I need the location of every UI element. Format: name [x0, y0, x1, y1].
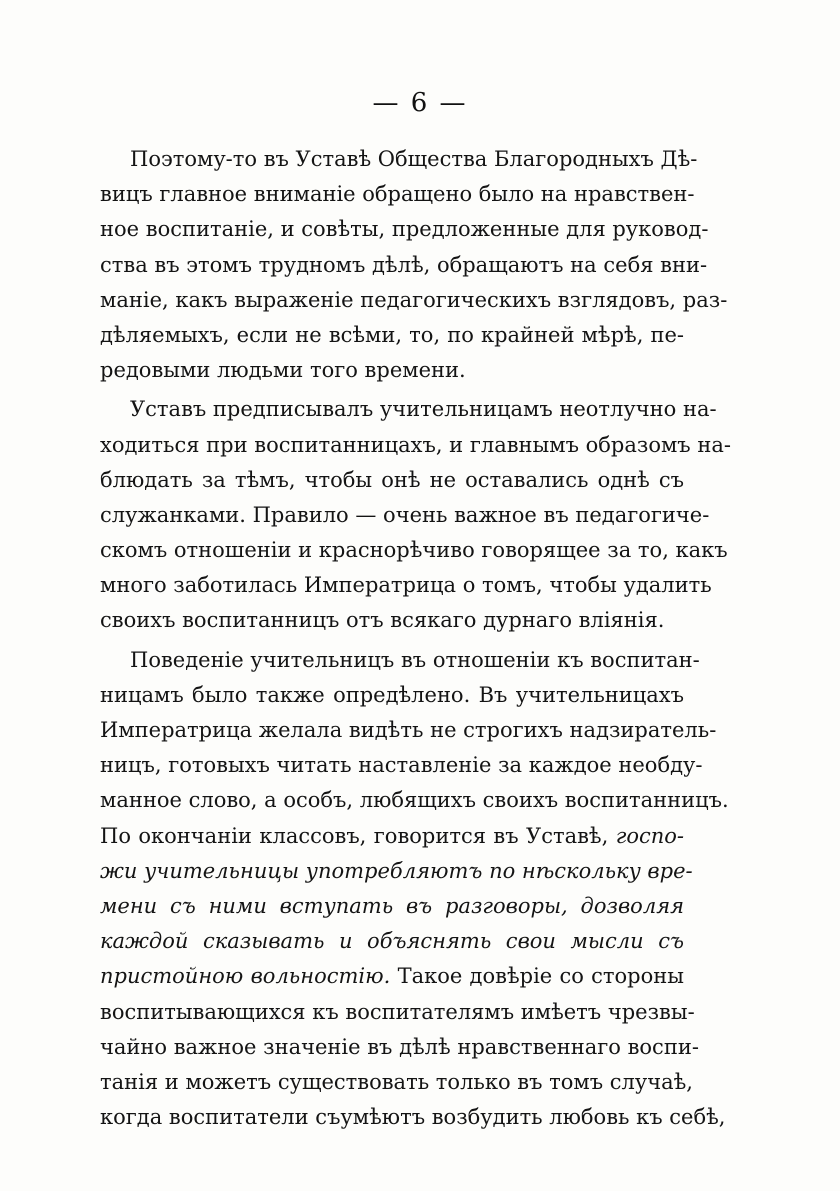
text-line-mixed [100, 819, 684, 854]
text-line: своихъ воспитанницъ отъ всякаго дурнаго вліянія. [100, 608, 665, 633]
text-segment: По окончаніи классовъ, говорится въ Уставѣ, [100, 823, 609, 848]
text-line: блюдать за тѣмъ, чтобы онѣ не оставались однѣ съ [100, 467, 684, 492]
text-line: служанками. Правило — очень важное въ педагогиче- [100, 502, 710, 527]
text-line: воспитывающихся къ воспитателямъ имѣетъ чрезвы- [100, 999, 695, 1024]
text-line: много заботилась Императрица о томъ, чтобы удалить [100, 573, 712, 598]
text-segment: Такое довѣріе со стороны [397, 964, 684, 989]
italic-quote-segment: госпо- [615, 823, 684, 848]
text-line: ницамъ было также опредѣлено. Въ учительницахъ [100, 682, 684, 707]
text-line: ства въ этомъ трудномъ дѣлѣ, обращаютъ на себя вни- [100, 252, 708, 277]
text-line-mixed [100, 959, 684, 994]
text-line: вицъ главное вниманіе обращено было на нравствен- [100, 182, 695, 207]
italic-quote-line: мени съ ними вступать въ разговоры, дозволяя [100, 893, 684, 918]
text-line: манное слово, а особъ, любящихъ своихъ воспитанницъ. [100, 788, 729, 813]
text-line: танія и можетъ существовать только въ томъ случаѣ, [100, 1069, 693, 1094]
text-line: ное воспитаніе, и совѣты, предложенные для руковод- [100, 217, 709, 242]
text-line: когда воспитатели съумѣютъ возбудить любовь къ себѣ, [100, 1105, 726, 1130]
italic-quote-line: жи учительницы употребляютъ по нѣскольку вре- [100, 858, 693, 883]
text-line: Императрица желала видѣть не строгихъ надзиратель- [100, 718, 717, 742]
text-line: Поведеніе учительницъ въ отношеніи къ воспитан- [130, 647, 700, 672]
body-text [100, 142, 731, 1135]
text-line: Уставъ предписывалъ учительницамъ неотлучно на- [130, 397, 717, 422]
text-line: Поэтому-то въ Уставѣ Общества Благородныхъ Дѣ- [130, 147, 698, 171]
text-line: маніе, какъ выраженіе педагогическихъ взглядовъ, раз- [100, 287, 728, 312]
text-line: редовыми людьми того времени. [100, 358, 466, 383]
text-line: чайно важное значеніе въ дѣлѣ нравственнаго воспи- [100, 1034, 699, 1059]
italic-quote-segment: пристойною вольностію. [100, 964, 391, 989]
italic-quote-line: каждой сказывать и объяснять свои мысли съ [100, 929, 684, 954]
page-number: — 6 — [372, 88, 468, 118]
text-line: ницъ, готовыхъ читать наставленіе за каждое необду- [100, 753, 703, 778]
text-line: дѣляемыхъ, если не всѣми, то, по крайней мѣрѣ, пе- [100, 322, 684, 347]
text-line: ходиться при воспитанницахъ, и главнымъ образомъ на- [100, 432, 731, 457]
text-line: скомъ отношеніи и краснорѣчиво говорящее за то, какъ [100, 538, 728, 563]
